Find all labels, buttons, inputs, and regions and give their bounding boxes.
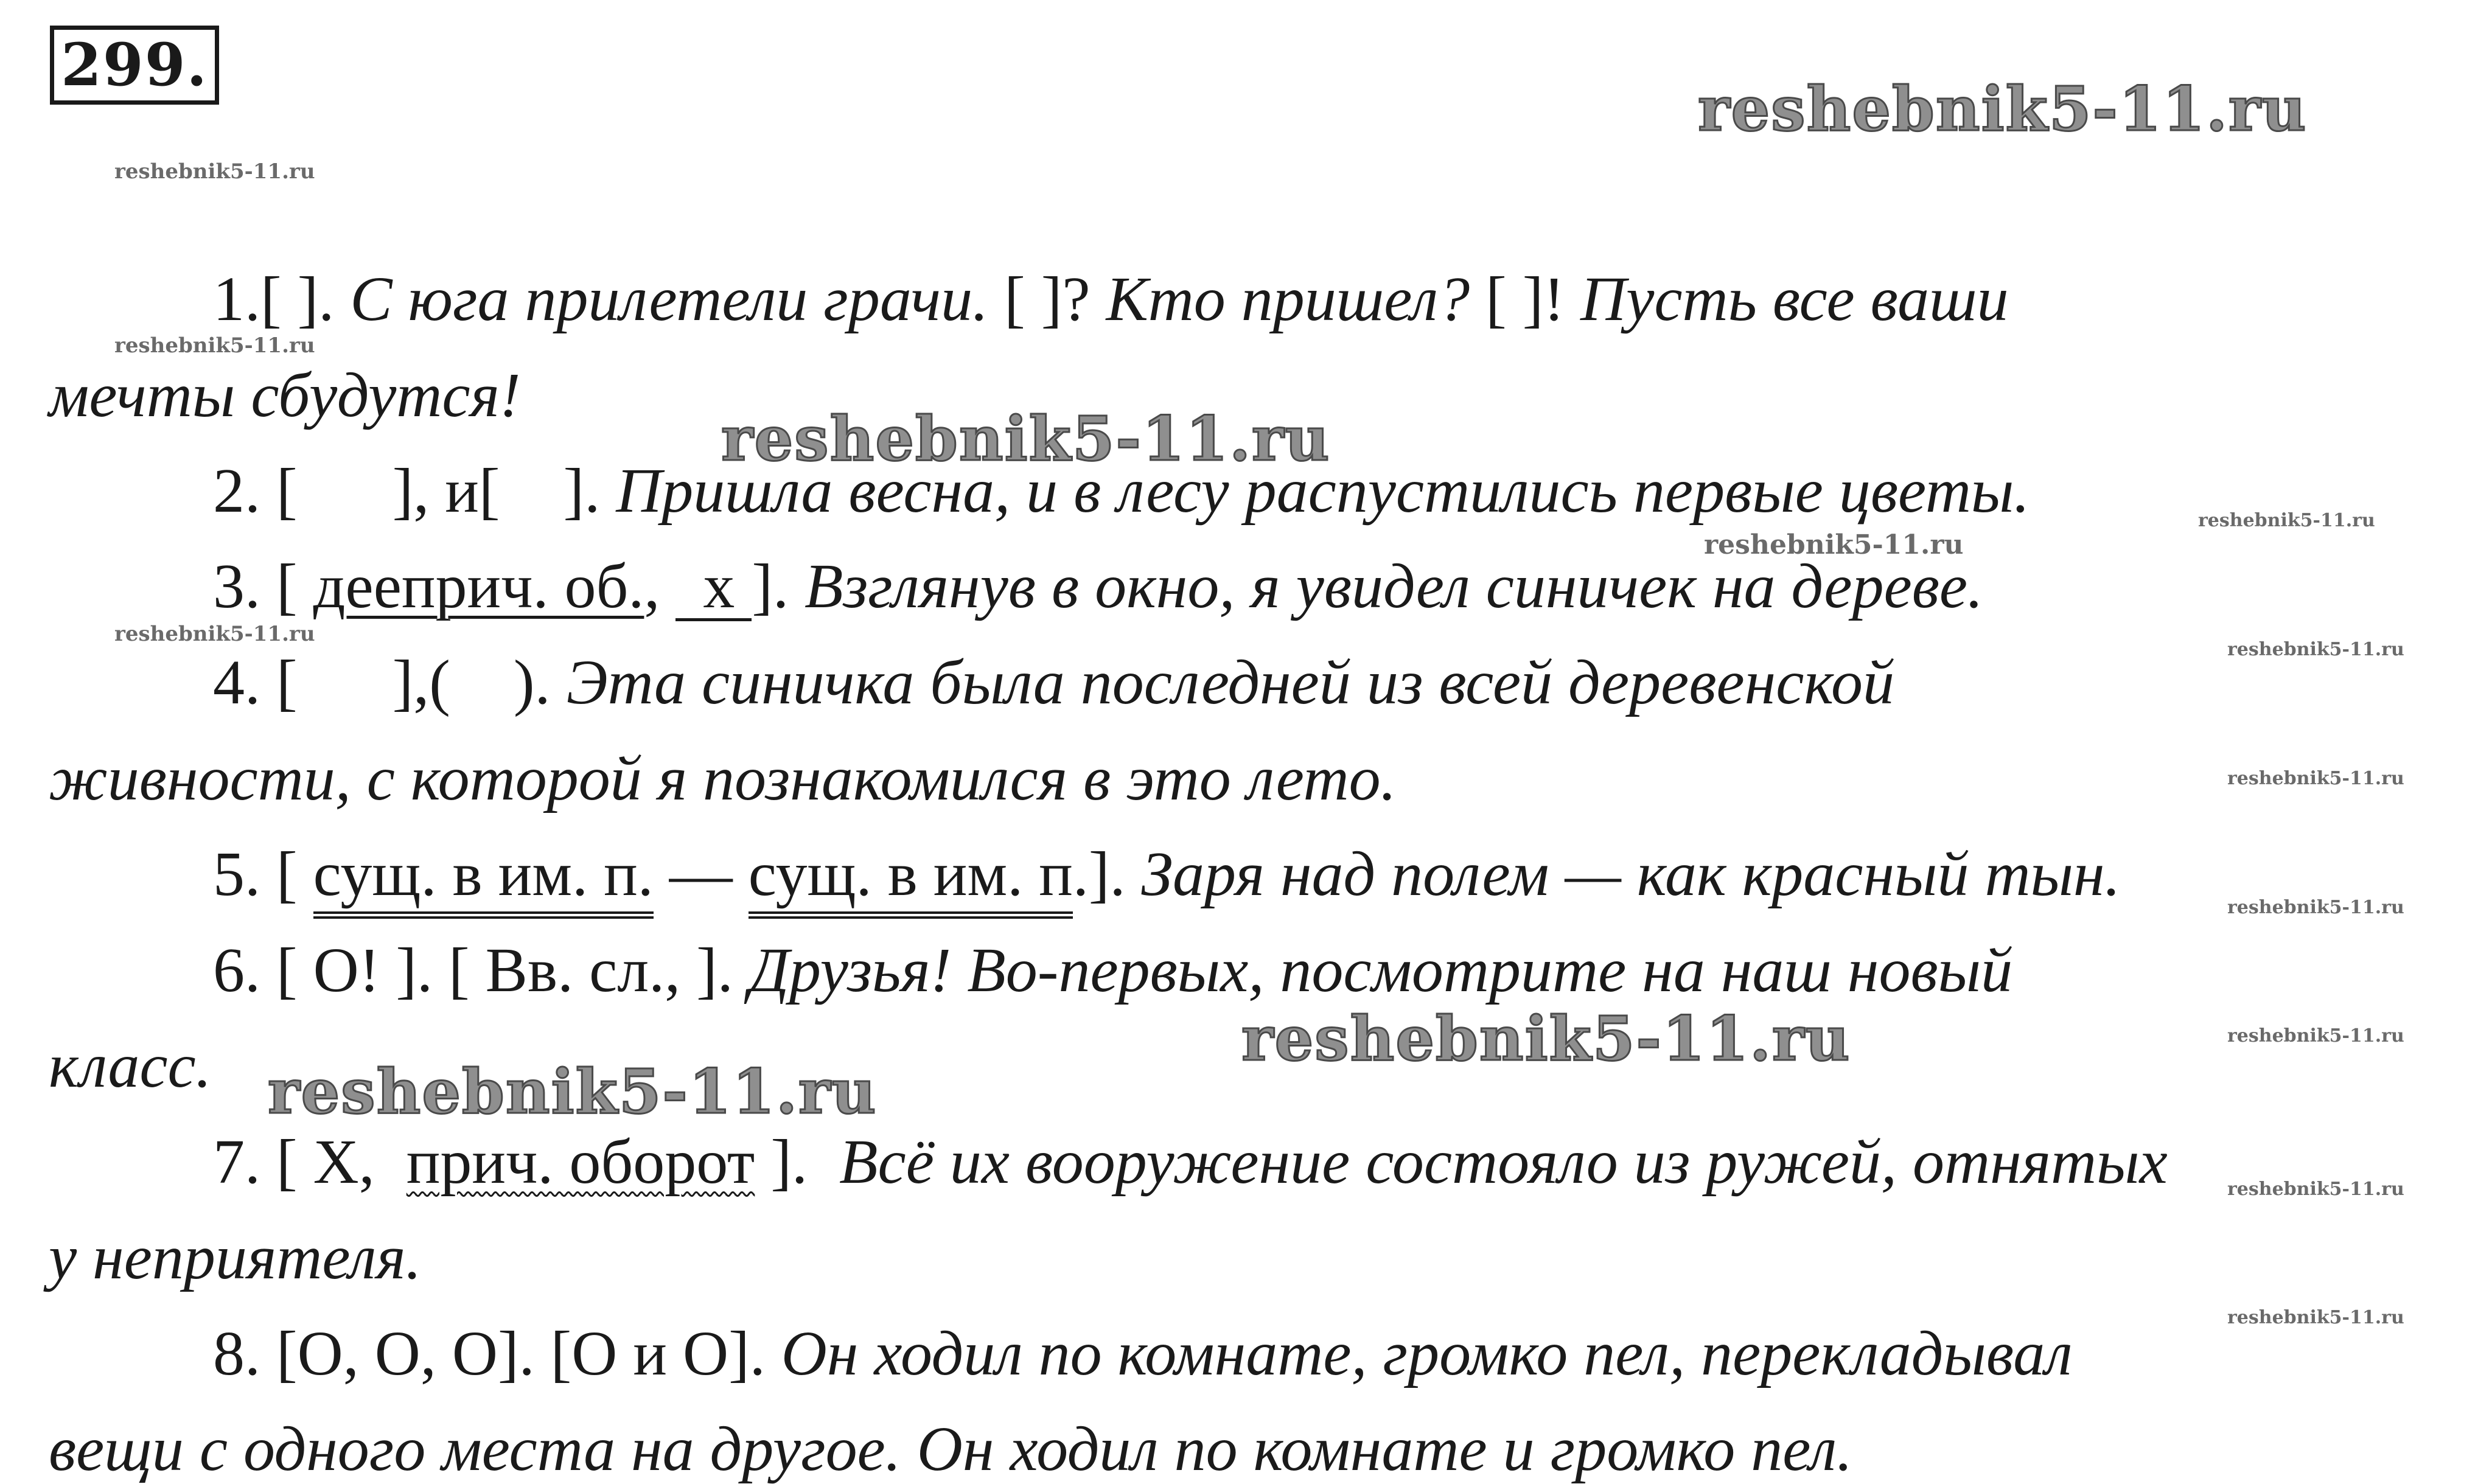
watermark-small: reshebnik5-11.ru <box>1704 529 1964 560</box>
text-line-2: 2. [ ], и[ ]. Пришла весна, и в лесу распустились первые цветы. <box>213 456 2030 526</box>
watermark-large: reshebnik5-11.ru <box>1698 73 2308 145</box>
watermark-small: reshebnik5-11.ru <box>2227 1179 2404 1200</box>
text-line-8: 8. [О, О, О]. [О и О]. Он ходил по комнате, громко пел, перекладывал <box>213 1319 2073 1388</box>
watermark-small: reshebnik5-11.ru <box>114 333 315 358</box>
text-line-4-cont: живности, с которой я познакомился в это лето. <box>49 744 1397 813</box>
grammar-noun-2: сущ. в им. п <box>749 839 1073 919</box>
watermark-small: reshebnik5-11.ru <box>114 159 315 184</box>
watermark-small: reshebnik5-11.ru <box>2227 1307 2404 1328</box>
text-line-6-cont: класс. <box>49 1031 212 1101</box>
watermark-large: reshebnik5-11.ru <box>268 1056 878 1127</box>
text-line-8-cont: вещи с одного места на другое. Он ходил по комнате и громко пел. <box>49 1414 1853 1484</box>
grammar-participle-phrase: прич. оборот <box>406 1127 755 1197</box>
text-line-1-cont: мечты сбудутся! <box>49 360 521 430</box>
exercise-number: 299. <box>50 26 219 105</box>
watermark-small: reshebnik5-11.ru <box>2198 510 2375 531</box>
watermark-small: reshebnik5-11.ru <box>2227 768 2404 789</box>
text-line-4: 4. [ ],( ). Эта синичка была последней из всей деревенской <box>213 647 1895 717</box>
text-line-6: 6. [ О! ]. [ Вв. сл., ]. Друзья! Во-первых, посмотрите на наш новый <box>213 935 2013 1005</box>
grammar-noun-1: сущ. в им. п. <box>313 839 654 919</box>
watermark-large: reshebnik5-11.ru <box>721 403 1331 475</box>
watermark-small: reshebnik5-11.ru <box>2227 897 2404 918</box>
text-line-3: 3. [ дееприч. об., х ]. Взглянув в окно, я увидел синичек на дереве. <box>213 551 1984 621</box>
watermark-small: reshebnik5-11.ru <box>2227 1025 2404 1047</box>
text-line-1: 1.[ ]. С юга прилетели грачи. [ ]? Кто пришел? [ ]! Пусть все ваши <box>213 264 2009 334</box>
text-line-7-cont: у неприятеля. <box>49 1222 422 1292</box>
grammar-subject: х <box>703 551 735 621</box>
watermark-small: reshebnik5-11.ru <box>2227 639 2404 660</box>
watermark-small: reshebnik5-11.ru <box>114 622 315 646</box>
grammar-participle-clause: дееприч. об. <box>313 551 644 621</box>
text-line-5: 5. [ сущ. в им. п. — сущ. в им. п.]. Заря над полем — как красный тын. <box>213 843 2121 906</box>
text-line-7: 7. [ Х, прич. оборот ]. Всё их вооружение состояло из ружей, отнятых <box>213 1127 2168 1197</box>
watermark-large: reshebnik5-11.ru <box>1241 1003 1851 1075</box>
